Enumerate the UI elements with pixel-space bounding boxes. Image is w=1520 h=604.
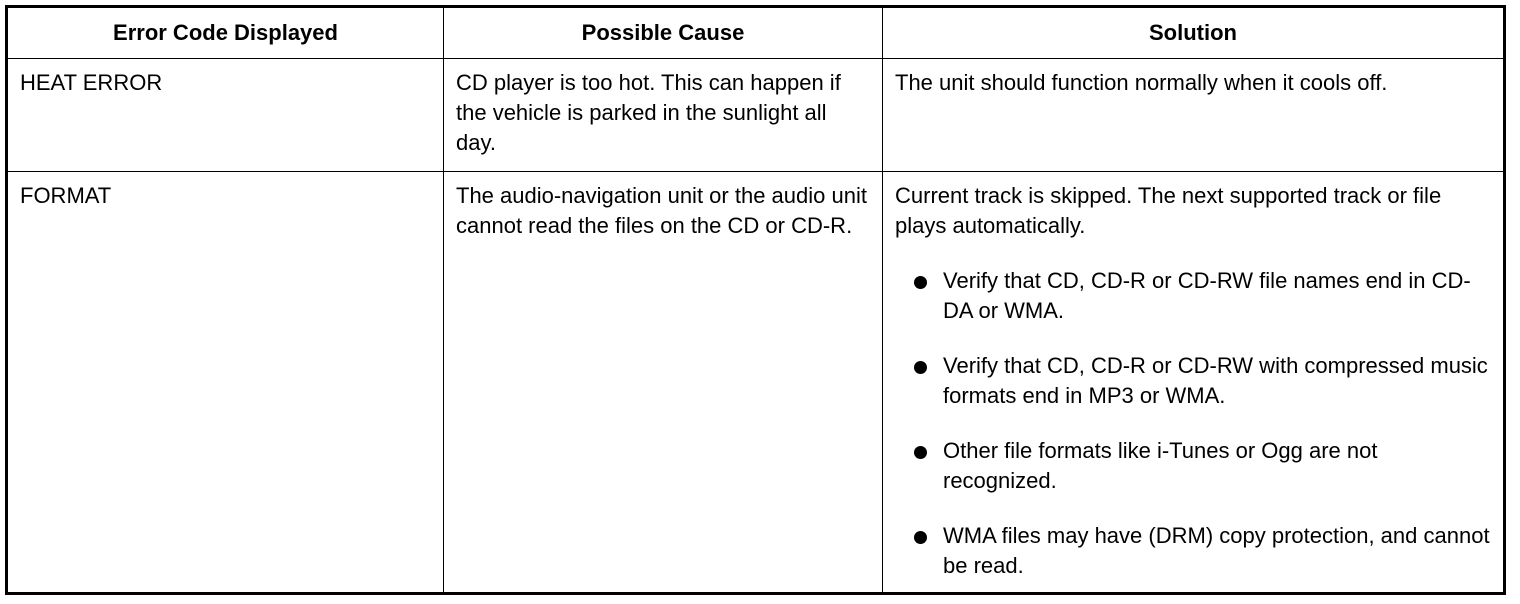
bullet-text: Verify that CD, CD-R or CD-RW file names end in CD-DA or WMA. — [943, 268, 1471, 323]
list-item — [895, 436, 1491, 496]
solution-content — [883, 172, 1503, 581]
solution-cell — [883, 172, 1505, 594]
list-item — [895, 266, 1491, 326]
bullet-dot-icon — [914, 446, 927, 459]
bullet-dot-icon — [914, 531, 927, 544]
table-header-row — [7, 7, 1505, 59]
possible-cause-text: The audio-navigation unit or the audio unit cannot read the files on the CD or CD-R. — [456, 183, 867, 238]
list-item — [895, 351, 1491, 411]
possible-cause-text: CD player is too hot. This can happen if the vehicle is parked in the sunlight all day. — [456, 70, 841, 155]
solution-bullet-list — [895, 266, 1491, 581]
error-code-cell — [7, 59, 444, 172]
error-code-cell — [7, 172, 444, 594]
error-code-text: FORMAT — [20, 183, 112, 208]
bullet-dot-icon — [914, 361, 927, 374]
possible-cause-cell — [444, 172, 883, 594]
solution-cell — [883, 59, 1505, 172]
solution-text: Current track is skipped. The next supported track or file plays automatically. — [895, 183, 1442, 238]
bullet-text: Other file formats like i-Tunes or Ogg are not recognized. — [943, 438, 1378, 493]
solution-text: The unit should function normally when it cools off. — [895, 70, 1388, 95]
possible-cause-cell — [444, 59, 883, 172]
header-solution: Solution — [883, 7, 1505, 59]
bullet-text: Verify that CD, CD-R or CD-RW with compressed music formats end in MP3 or WMA. — [943, 353, 1488, 408]
list-item — [895, 521, 1491, 581]
header-possible-cause: Possible Cause — [444, 7, 883, 59]
table-row — [7, 59, 1505, 172]
header-error-code: Error Code Displayed — [7, 7, 444, 59]
error-code-table — [5, 5, 1506, 595]
bullet-text: WMA files may have (DRM) copy protection, and cannot be read. — [943, 523, 1490, 578]
error-code-text: HEAT ERROR — [20, 70, 163, 95]
table-row — [7, 172, 1505, 594]
bullet-dot-icon — [914, 276, 927, 289]
